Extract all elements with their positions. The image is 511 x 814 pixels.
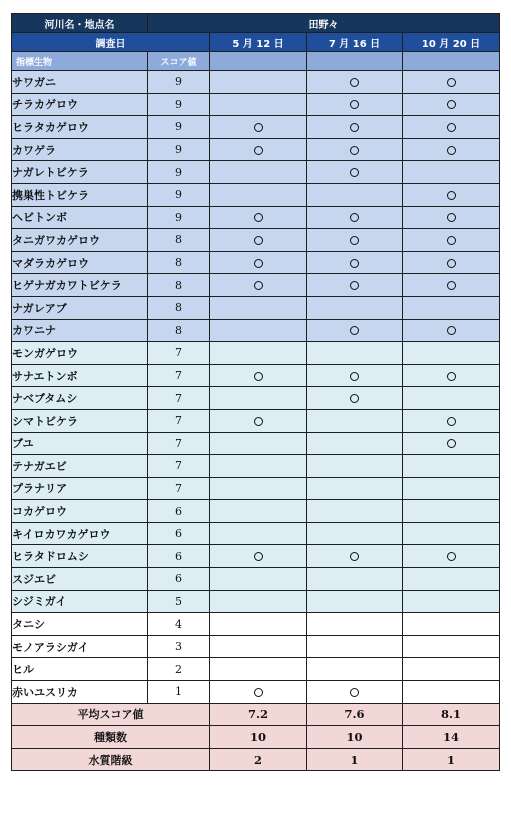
- circle-icon: [447, 439, 456, 448]
- score-value: 7: [148, 477, 210, 500]
- observation-cell: [403, 229, 500, 252]
- organism-name: ヘビトンボ: [12, 206, 148, 229]
- observation-cell: [210, 522, 307, 545]
- summary-value: 14: [403, 726, 500, 749]
- observation-cell: [307, 138, 403, 161]
- summary-value: 2: [210, 748, 307, 771]
- score-value: 9: [148, 206, 210, 229]
- circle-icon: [350, 394, 359, 403]
- score-value: 9: [148, 116, 210, 139]
- circle-icon: [447, 552, 456, 561]
- organism-name: モンガゲロウ: [12, 342, 148, 365]
- circle-icon: [254, 552, 263, 561]
- table-row: [12, 635, 500, 658]
- organism-name: サワガニ: [12, 71, 148, 94]
- observation-cell: [307, 477, 403, 500]
- summary-value: 1: [307, 748, 403, 771]
- observation-cell: [403, 590, 500, 613]
- score-value: 8: [148, 229, 210, 252]
- table-row: [12, 477, 500, 500]
- organism-name: ヒラタドロムシ: [12, 545, 148, 568]
- score-value: 6: [148, 568, 210, 591]
- observation-cell: [403, 161, 500, 184]
- observation-cell: [210, 545, 307, 568]
- summary-label: 種類数: [12, 726, 210, 749]
- observation-cell: [307, 387, 403, 410]
- score-value: 6: [148, 500, 210, 523]
- observation-cell: [210, 161, 307, 184]
- observation-cell: [210, 658, 307, 681]
- circle-icon: [350, 259, 359, 268]
- observation-cell: [403, 206, 500, 229]
- observation-cell: [210, 71, 307, 94]
- circle-icon: [350, 552, 359, 561]
- organism-name: テナガエビ: [12, 455, 148, 478]
- circle-icon: [447, 259, 456, 268]
- observation-cell: [403, 635, 500, 658]
- header-blank-cell: [307, 52, 403, 71]
- observation-cell: [210, 138, 307, 161]
- observation-cell: [307, 229, 403, 252]
- score-value: 7: [148, 364, 210, 387]
- river-site-label: 河川名・地点名: [12, 14, 148, 33]
- observation-cell: [307, 590, 403, 613]
- observation-cell: [403, 274, 500, 297]
- circle-icon: [447, 372, 456, 381]
- observation-cell: [403, 658, 500, 681]
- circle-icon: [350, 123, 359, 132]
- observation-cell: [307, 500, 403, 523]
- table-row: [12, 93, 500, 116]
- organism-name: タニシ: [12, 613, 148, 636]
- header-blank-cell: [403, 52, 500, 71]
- circle-icon: [350, 372, 359, 381]
- observation-cell: [403, 500, 500, 523]
- circle-icon: [447, 146, 456, 155]
- observation-cell: [307, 681, 403, 704]
- organism-name: チラカゲロウ: [12, 93, 148, 116]
- observation-cell: [307, 658, 403, 681]
- date-column-header: 10 月 20 日: [403, 33, 500, 52]
- organism-name: カワゲラ: [12, 138, 148, 161]
- observation-cell: [210, 500, 307, 523]
- summary-row: [12, 748, 500, 771]
- header-row-site: [12, 14, 500, 33]
- observation-cell: [210, 251, 307, 274]
- table-row: [12, 161, 500, 184]
- observation-cell: [403, 138, 500, 161]
- circle-icon: [254, 417, 263, 426]
- observation-cell: [210, 206, 307, 229]
- table-row: [12, 590, 500, 613]
- observation-cell: [210, 183, 307, 206]
- circle-icon: [350, 281, 359, 290]
- observation-cell: [307, 296, 403, 319]
- table-row: [12, 138, 500, 161]
- organism-name: 赤いユスリカ: [12, 681, 148, 704]
- circle-icon: [350, 146, 359, 155]
- score-value: 7: [148, 455, 210, 478]
- observation-cell: [210, 296, 307, 319]
- observation-cell: [210, 93, 307, 116]
- header-blank-cell: [210, 52, 307, 71]
- circle-icon: [254, 281, 263, 290]
- organism-name: サナエトンボ: [12, 364, 148, 387]
- circle-icon: [447, 281, 456, 290]
- circle-icon: [254, 688, 263, 697]
- summary-value: 8.1: [403, 703, 500, 726]
- observation-cell: [210, 455, 307, 478]
- table-row: [12, 658, 500, 681]
- observation-cell: [210, 590, 307, 613]
- table-row: [12, 206, 500, 229]
- observation-cell: [210, 477, 307, 500]
- observation-cell: [210, 432, 307, 455]
- circle-icon: [350, 688, 359, 697]
- observation-cell: [210, 342, 307, 365]
- observation-cell: [307, 432, 403, 455]
- circle-icon: [254, 236, 263, 245]
- circle-icon: [254, 146, 263, 155]
- table-row: [12, 274, 500, 297]
- observation-cell: [403, 319, 500, 342]
- table-row: [12, 613, 500, 636]
- observation-cell: [307, 545, 403, 568]
- observation-cell: [403, 681, 500, 704]
- observation-cell: [307, 71, 403, 94]
- organism-name: ヒゲナガカワトビケラ: [12, 274, 148, 297]
- observation-cell: [403, 522, 500, 545]
- organism-name: シマトビケラ: [12, 409, 148, 432]
- table-row: [12, 342, 500, 365]
- observation-cell: [307, 613, 403, 636]
- circle-icon: [254, 213, 263, 222]
- observation-cell: [403, 568, 500, 591]
- observation-cell: [307, 635, 403, 658]
- header-row-columns: [12, 52, 500, 71]
- organism-name: プラナリア: [12, 477, 148, 500]
- score-value: 9: [148, 161, 210, 184]
- table-row: [12, 364, 500, 387]
- organism-name: カワニナ: [12, 319, 148, 342]
- table-row: [12, 71, 500, 94]
- observation-cell: [210, 364, 307, 387]
- observation-cell: [403, 116, 500, 139]
- observation-cell: [210, 409, 307, 432]
- circle-icon: [350, 326, 359, 335]
- score-value: 9: [148, 138, 210, 161]
- organism-name: キイロカワカゲロウ: [12, 522, 148, 545]
- circle-icon: [447, 236, 456, 245]
- score-column-header: スコア値: [148, 52, 210, 71]
- score-value: 8: [148, 251, 210, 274]
- observation-cell: [307, 522, 403, 545]
- observation-cell: [307, 206, 403, 229]
- observation-cell: [210, 274, 307, 297]
- observation-cell: [210, 229, 307, 252]
- observation-cell: [403, 364, 500, 387]
- observation-cell: [210, 681, 307, 704]
- site-name: 田野々: [148, 14, 500, 33]
- organism-name: モノアラシガイ: [12, 635, 148, 658]
- score-value: 5: [148, 590, 210, 613]
- observation-cell: [210, 319, 307, 342]
- summary-value: 7.6: [307, 703, 403, 726]
- table-row: [12, 183, 500, 206]
- summary-label: 水質階級: [12, 748, 210, 771]
- organism-name: タニガワカゲロウ: [12, 229, 148, 252]
- table-row: [12, 432, 500, 455]
- circle-icon: [350, 168, 359, 177]
- circle-icon: [350, 213, 359, 222]
- organism-name: ヒル: [12, 658, 148, 681]
- score-value: 7: [148, 342, 210, 365]
- table-row: [12, 409, 500, 432]
- organism-name: コカゲロウ: [12, 500, 148, 523]
- observation-cell: [307, 409, 403, 432]
- table-row: [12, 522, 500, 545]
- observation-cell: [210, 635, 307, 658]
- date-column-header: 5 月 12 日: [210, 33, 307, 52]
- summary-value: 1: [403, 748, 500, 771]
- table-row: [12, 319, 500, 342]
- table-row: [12, 387, 500, 410]
- score-value: 4: [148, 613, 210, 636]
- score-value: 9: [148, 71, 210, 94]
- circle-icon: [350, 236, 359, 245]
- header-row-dates: [12, 33, 500, 52]
- score-table: [11, 13, 500, 771]
- observation-cell: [307, 251, 403, 274]
- circle-icon: [254, 123, 263, 132]
- summary-value: 10: [210, 726, 307, 749]
- summary-label: 平均スコア値: [12, 703, 210, 726]
- organism-name: ヒラタカゲロウ: [12, 116, 148, 139]
- organism-name: 携巣性トビケラ: [12, 183, 148, 206]
- score-value: 8: [148, 274, 210, 297]
- observation-cell: [403, 477, 500, 500]
- observation-cell: [210, 613, 307, 636]
- circle-icon: [350, 100, 359, 109]
- circle-icon: [447, 326, 456, 335]
- observation-cell: [403, 71, 500, 94]
- score-value: 2: [148, 658, 210, 681]
- observation-cell: [403, 613, 500, 636]
- organism-column-header: 指標生物: [12, 52, 148, 71]
- organism-name: マダラカゲロウ: [12, 251, 148, 274]
- organism-name: シジミガイ: [12, 590, 148, 613]
- observation-cell: [210, 568, 307, 591]
- circle-icon: [447, 123, 456, 132]
- date-column-header: 7 月 16 日: [307, 33, 403, 52]
- observation-cell: [210, 116, 307, 139]
- score-value: 6: [148, 545, 210, 568]
- observation-cell: [307, 274, 403, 297]
- circle-icon: [447, 213, 456, 222]
- score-value: 1: [148, 681, 210, 704]
- observation-cell: [403, 409, 500, 432]
- organism-name: スジエビ: [12, 568, 148, 591]
- observation-cell: [307, 568, 403, 591]
- score-value: 6: [148, 522, 210, 545]
- score-value: 8: [148, 319, 210, 342]
- observation-cell: [307, 319, 403, 342]
- circle-icon: [447, 417, 456, 426]
- observation-cell: [403, 296, 500, 319]
- observation-cell: [403, 342, 500, 365]
- score-table-body: [12, 14, 500, 771]
- observation-cell: [403, 545, 500, 568]
- observation-cell: [210, 387, 307, 410]
- observation-cell: [403, 183, 500, 206]
- score-value: 8: [148, 296, 210, 319]
- observation-cell: [307, 93, 403, 116]
- observation-cell: [403, 455, 500, 478]
- circle-icon: [350, 78, 359, 87]
- circle-icon: [447, 78, 456, 87]
- organism-name: ナベブタムシ: [12, 387, 148, 410]
- score-value: 7: [148, 387, 210, 410]
- table-row: [12, 229, 500, 252]
- observation-cell: [403, 251, 500, 274]
- observation-cell: [307, 364, 403, 387]
- observation-cell: [403, 387, 500, 410]
- table-row: [12, 500, 500, 523]
- table-row: [12, 545, 500, 568]
- table-row: [12, 296, 500, 319]
- table-row: [12, 455, 500, 478]
- table-row: [12, 681, 500, 704]
- observation-cell: [307, 116, 403, 139]
- observation-cell: [307, 183, 403, 206]
- survey-date-label: 調査日: [12, 33, 210, 52]
- organism-name: ナガレトビケラ: [12, 161, 148, 184]
- summary-value: 7.2: [210, 703, 307, 726]
- observation-cell: [403, 93, 500, 116]
- circle-icon: [447, 191, 456, 200]
- summary-row: [12, 726, 500, 749]
- observation-cell: [307, 161, 403, 184]
- observation-cell: [307, 455, 403, 478]
- circle-icon: [254, 259, 263, 268]
- organism-name: ナガレアブ: [12, 296, 148, 319]
- organism-name: ブユ: [12, 432, 148, 455]
- table-row: [12, 251, 500, 274]
- circle-icon: [254, 372, 263, 381]
- observation-cell: [403, 432, 500, 455]
- summary-row: [12, 703, 500, 726]
- table-row: [12, 116, 500, 139]
- score-value: 9: [148, 183, 210, 206]
- score-value: 7: [148, 409, 210, 432]
- table-row: [12, 568, 500, 591]
- score-value: 7: [148, 432, 210, 455]
- circle-icon: [447, 100, 456, 109]
- score-value: 3: [148, 635, 210, 658]
- score-value: 9: [148, 93, 210, 116]
- summary-value: 10: [307, 726, 403, 749]
- observation-cell: [307, 342, 403, 365]
